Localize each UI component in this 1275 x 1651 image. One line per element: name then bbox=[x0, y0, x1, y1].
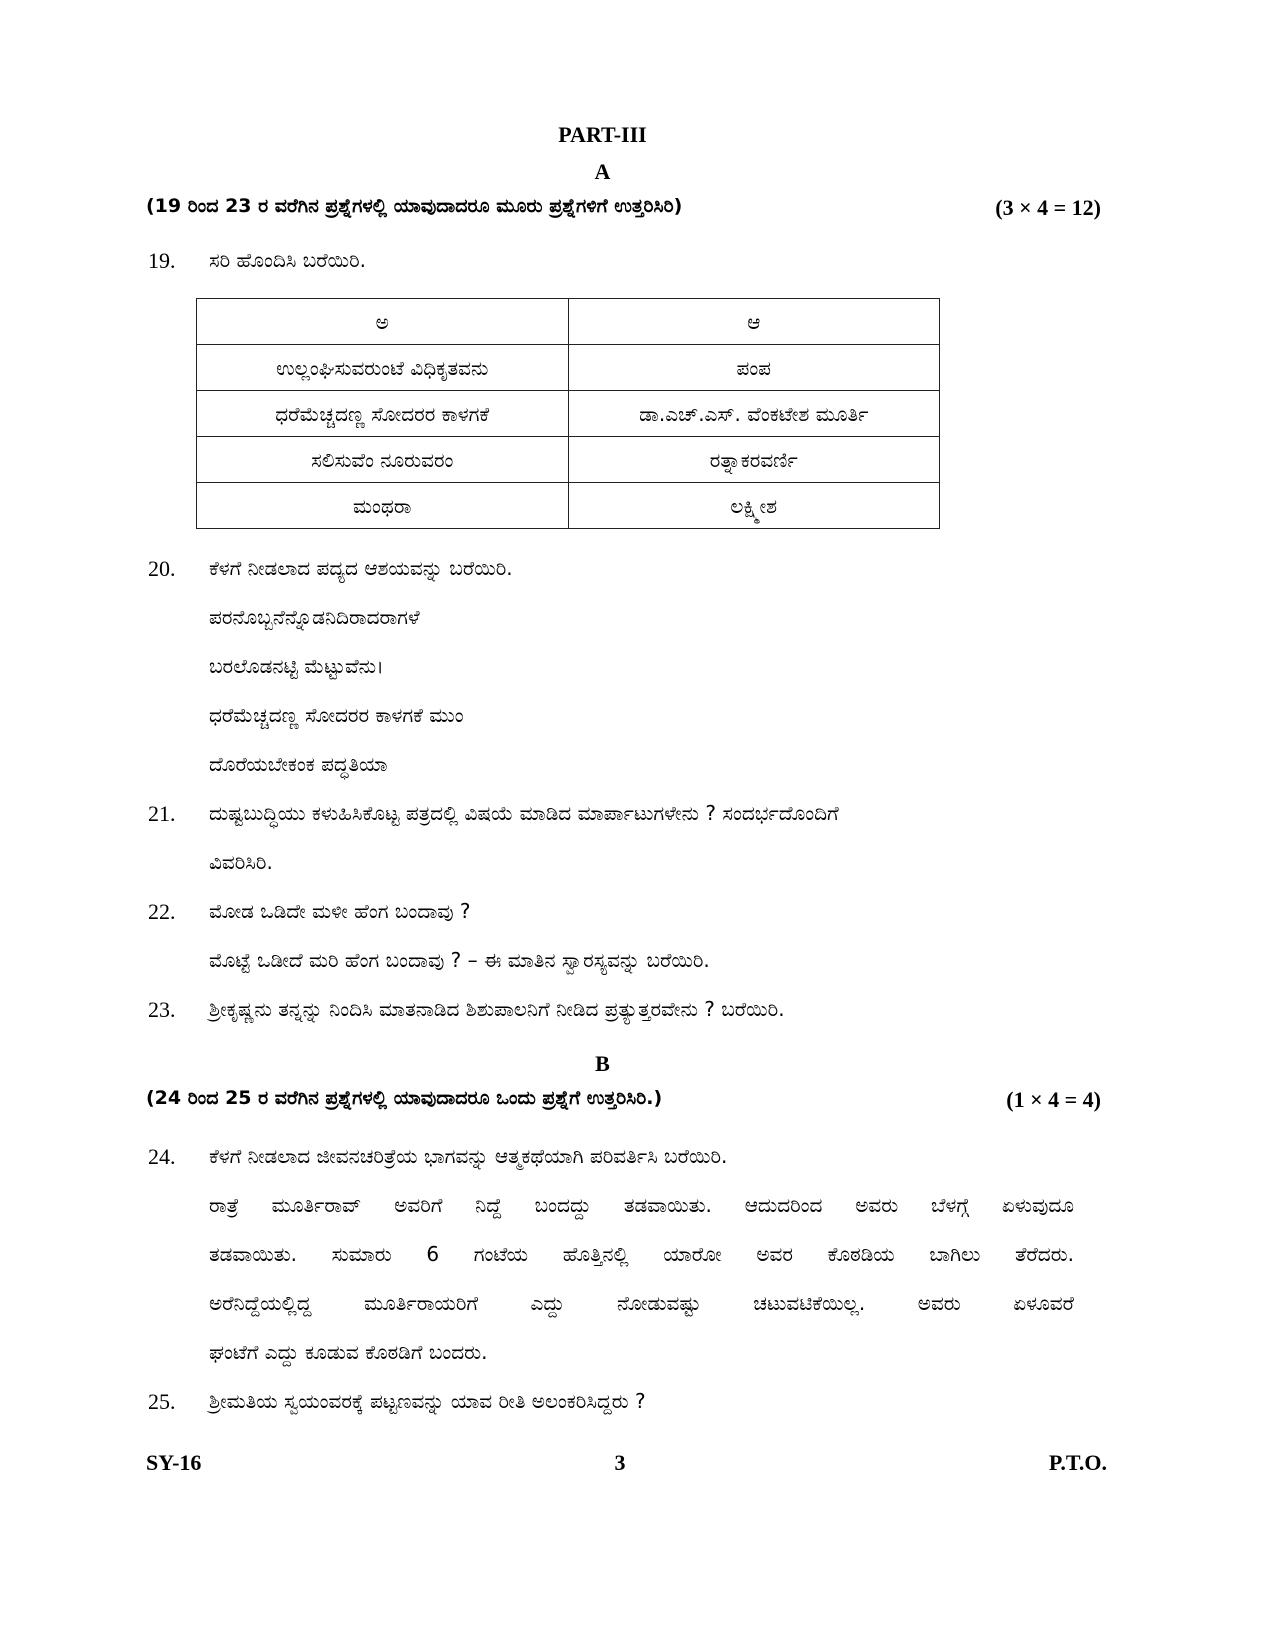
part-title: PART-III bbox=[558, 122, 647, 147]
question-number: 23. bbox=[148, 997, 176, 1022]
table-cell: ರತ್ನಾಕರವರ್ಣಿ bbox=[568, 437, 940, 483]
question-text: ದುಷ್ಟಬುದ್ಧಿಯು ಕಳುಹಿಸಿಕೊಟ್ಟ ಪತ್ರದಲ್ಲಿ ವಿಷಯೆ ಮಾಡಿದ ಮಾರ್ಪಾಟುಗಳೇನು ? ಸಂದರ್ಭದೊಂದಿಗೆ bbox=[209, 801, 839, 825]
table-cell: ಪಂಪ bbox=[568, 345, 940, 391]
section-a-instruction: (19 ರಿಂದ 23 ರ ವರೆಗಿನ ಪ್ರಶ್ನೆಗಳಲ್ಲಿ ಯಾವುದಾದರೂ ಮೂರು ಪ್ರಶ್ನೆಗಳಿಗೆ ಉತ್ತರಿಸಿರಿ) bbox=[146, 195, 683, 217]
table-header-row bbox=[197, 299, 940, 345]
column-header: ಅ bbox=[197, 299, 569, 345]
table-row bbox=[197, 391, 940, 437]
table-cell: ಮಂಥರಾ bbox=[197, 483, 569, 529]
question-number: 19. bbox=[148, 248, 176, 273]
passage-line: ಘಂಟೆಗೆ ಎದ್ದು ಕೂಡುವ ಕೊಠಡಿಗೆ ಬಂದರು. bbox=[209, 1340, 488, 1364]
question-text: ಮೋಡ ಒಡಿದೇ ಮಳೀ ಹೆಂಗ ಬಂದಾವು ? bbox=[209, 899, 471, 923]
please-turn-over: P.T.O. bbox=[1048, 1450, 1107, 1475]
table-cell: ಉಲ್ಲಂಘಿಸುವರುಂಟೆ ವಿಧಿಕೃತವನು bbox=[197, 345, 569, 391]
passage-line: ಅರೆನಿದ್ದೆಯಲ್ಲಿದ್ದ ಮೂರ್ತಿರಾಯರಿಗೆ ಎದ್ದು ನೋಡುವಷ್ಟು ಚಟುವಟಿಕೆಯಿಲ್ಲ. ಅವರು ಏಳೂವರೆ bbox=[209, 1291, 1074, 1315]
question-text: ಶ್ರೀಕೃಷ್ಣನು ತನ್ನನ್ನು ನಿಂದಿಸಿ ಮಾತನಾಡಿದ ಶಿಶುಪಾಲನಿಗೆ ನೀಡಿದ ಪ್ರತ್ಯುತ್ತರವೇನು ? ಬರೆಯಿರಿ. bbox=[209, 997, 785, 1021]
question-text-continued: ವಿವರಿಸಿರಿ. bbox=[209, 850, 273, 874]
section-a-label: A bbox=[594, 159, 611, 184]
section-b-marks: (1 × 4 = 4) bbox=[1006, 1087, 1101, 1112]
question-number: 20. bbox=[148, 556, 176, 581]
table-cell: ಡಾ.ಎಚ್.ಎಸ್. ವೆಂಕಟೇಶ ಮೂರ್ತಿ bbox=[568, 391, 940, 437]
poem-line: ಧರೆಮೆಚ್ಚದಣ್ಣ ಸೋದರರ ಕಾಳಗಕೆ ಮುಂ bbox=[209, 703, 464, 727]
question-number: 24. bbox=[148, 1144, 176, 1169]
poem-line: ದೊರೆಯಬೇಕಂಕ ಪದ್ಧತಿಯಾ bbox=[209, 752, 388, 776]
poem-line: ಪರನೊಬ್ಬನೆನ್ನೊಡನಿದಿರಾದರಾಗಳೆ bbox=[209, 605, 420, 629]
biography-passage bbox=[209, 1181, 1074, 1377]
table-row bbox=[197, 345, 940, 391]
passage-line: ತಡವಾಯಿತು. ಸುಮಾರು 6 ಗಂಟೆಯ ಹೊತ್ತಿನಲ್ಲಿ ಯಾರೋ ಅವರ ಕೊಠಡಿಯ ಬಾಗಿಲು ತೆರೆದರು. bbox=[209, 1242, 1074, 1266]
section-b-instruction: (24 ರಿಂದ 25 ರ ವರೆಗಿನ ಪ್ರಶ್ನೆಗಳಲ್ಲಿ ಯಾವುದಾದರೂ ಒಂದು ಪ್ರಶ್ನೆಗೆ ಉತ್ತರಿಸಿರಿ.) bbox=[146, 1087, 663, 1109]
table-row bbox=[197, 483, 940, 529]
question-number: 21. bbox=[148, 801, 176, 826]
poem-line: ಬರಲೊಡನಟ್ಟಿ ಮೆಟ್ಟುವೆನು। bbox=[209, 654, 384, 678]
question-text: ಕೆಳಗೆ ನೀಡಲಾದ ಜೀವನಚರಿತ್ರೆಯ ಭಾಗವನ್ನು ಆತ್ಮಕಥೆಯಾಗಿ ಪರಿವರ್ತಿಸಿ ಬರೆಯಿರಿ. bbox=[209, 1144, 728, 1168]
question-number: 22. bbox=[148, 899, 176, 924]
page-number: 3 bbox=[614, 1450, 626, 1475]
paper-code: SY-16 bbox=[146, 1450, 202, 1475]
column-header: ಆ bbox=[568, 299, 940, 345]
question-text: ಶ್ರೀಮತಿಯ ಸ್ವಯಂವರಕ್ಕೆ ಪಟ್ಟಣವನ್ನು ಯಾವ ರೀತಿ ಅಲಂಕರಿಸಿದ್ದರು ? bbox=[209, 1389, 646, 1413]
passage-line: ರಾತ್ರೆ ಮೂರ್ತಿರಾವ್ ಅವರಿಗೆ ನಿದ್ದೆ ಬಂದದ್ದು ತಡವಾಯಿತು. ಆದುದರಿಂದ ಅವರು ಬೆಳಗ್ಗೆ ಏಳುವುದೂ bbox=[209, 1193, 1074, 1217]
table-cell: ಧರೆಮೆಚ್ಚದಣ್ಣ ಸೋದರರ ಕಾಳಗಕೆ bbox=[197, 391, 569, 437]
table-cell: ಸಲಿಸುವೆಂ ನೂರುವರಂ bbox=[197, 437, 569, 483]
match-table bbox=[196, 298, 940, 529]
section-b-label: B bbox=[595, 1051, 610, 1076]
table-row bbox=[197, 437, 940, 483]
question-text-continued: ಮೊಟ್ಟೆ ಒಡೀದೆ ಮರಿ ಹೆಂಗ ಬಂದಾವು ? – ಈ ಮಾತಿನ ಸ್ವಾರಸ್ಯವನ್ನು ಬರೆಯಿರಿ. bbox=[209, 948, 710, 972]
table-cell: ಲಕ್ಷ್ಮೀಶ bbox=[568, 483, 940, 529]
question-text: ಕೆಳಗೆ ನೀಡಲಾದ ಪದ್ಯದ ಆಶಯವನ್ನು ಬರೆಯಿರಿ. bbox=[209, 556, 513, 580]
question-text: ಸರಿ ಹೊಂದಿಸಿ ಬರೆಯಿರಿ. bbox=[209, 248, 367, 272]
section-a-marks: (3 × 4 = 12) bbox=[995, 195, 1101, 220]
question-number: 25. bbox=[148, 1389, 176, 1414]
